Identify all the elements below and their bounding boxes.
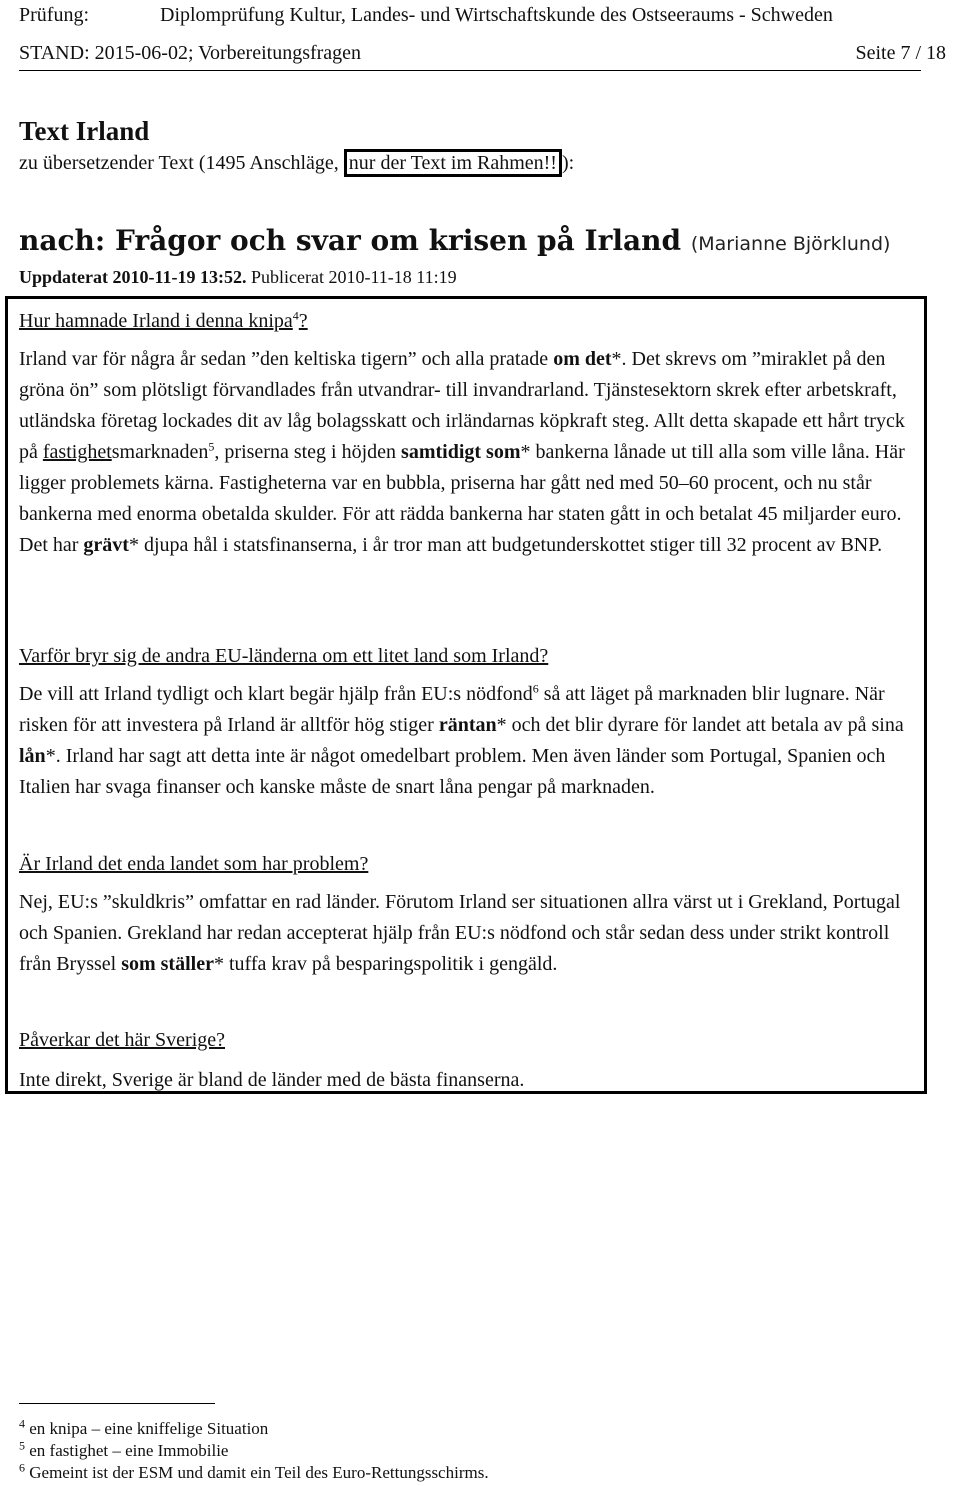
status-text: STAND: 2015-06-02; Vorbereitungsfragen [19, 42, 362, 64]
answer-1 [19, 344, 919, 561]
question-2 [19, 641, 919, 672]
answer-1-bold-2: samtidigt som [401, 441, 521, 463]
exam-label: Prüfung: [19, 4, 89, 26]
source-author: (Marianne Björklund) [690, 233, 891, 255]
header-divider [19, 70, 921, 71]
footnote-ref-6: 6 [532, 681, 539, 696]
answer-3 [19, 887, 919, 980]
answer-1-text-3: smarknaden [111, 441, 209, 463]
exam-title: Diplomprüfung Kultur, Landes- und Wirtschaftskunde des Ostseeraums - Schweden [160, 4, 833, 26]
question-2-text: Varför bryr sig de andra EU-länderna om ett litet land som Irland? [19, 645, 549, 667]
answer-1-bold-3: grävt [83, 534, 129, 556]
section-subtitle [19, 150, 574, 176]
answer-1-text: Irland var för några år sedan ”den keltiska tigern” och alla pratade [19, 348, 554, 370]
footnote-4 [19, 1418, 268, 1440]
footnote-4-text: en knipa – eine kniffelige Situation [25, 1419, 269, 1438]
subtitle-text: zu übersetzender Text (1495 Anschläge, [19, 152, 344, 174]
answer-4 [19, 1065, 919, 1096]
answer-3-text-2: * tuffa krav på besparingspolitik i gengäld. [213, 953, 558, 975]
subtitle-boxed-note: nur der Text im Rahmen!! [344, 149, 562, 177]
answer-2-text-3: * och det blir dyrare för landet att betala av på sina [496, 714, 904, 736]
answer-2-text-4: *. Irland har sagt att detta inte är något omedelbart problem. Men även länder som Portugal, Spanien och Italien har svaga finanser och kanske måste de snart låna pengar på marknaden. [19, 745, 886, 798]
footnote-6-number: 6 [19, 1460, 25, 1475]
section-title: Text Irland [19, 116, 150, 146]
footnote-ref-5: 5 [208, 439, 215, 454]
question-3-text: Är Irland det enda landet som har problem? [19, 853, 369, 875]
footnote-5 [19, 1440, 228, 1462]
footnote-5-text: en fastighet – eine Immobilie [25, 1441, 229, 1460]
question-3 [19, 849, 919, 880]
answer-1-underline: fastighet [42, 441, 112, 463]
page-header-exam [19, 2, 946, 28]
answer-1-text-4: , priserna steg i höjden [214, 441, 402, 463]
answer-2-bold-2: lån [19, 745, 46, 767]
answer-3-text: Nej, EU:s ”skuldkris” omfattar en rad länder. Förutom Irland ser situationen allra värst ut i Grekland, Portugal och Spanien. Grekland har redan accepterat hjälp från EU:s nödfond och står sedan dess under strikt kontroll från Bryssel [19, 891, 901, 975]
subtitle-end: ): [561, 152, 575, 174]
footnote-4-number: 4 [19, 1416, 25, 1431]
footnote-5-number: 5 [19, 1438, 25, 1453]
question-4 [19, 1025, 919, 1056]
question-4-text: Påverkar det här Sverige? [19, 1029, 226, 1051]
answer-1-text-6: * djupa hål i statsfinanserna, i år tror man att budgetunderskottet stiger till 32 procent av BNP. [128, 534, 883, 556]
answer-2-text-2: så att läget på marknaden blir lugnare. När risken för att investera på Irland är alltför hög stiger [19, 683, 885, 736]
answer-1-bold-1: om det [553, 348, 612, 370]
page-header-status [19, 40, 946, 66]
answer-2 [19, 679, 919, 803]
footnote-ref-4: 4 [292, 308, 299, 323]
page-number: Seite 7 / 18 [855, 42, 946, 64]
answer-1-text-2: *. Det skrevs om ”miraklet på den gröna ön” som plötsligt förvandlades från utvandrar- till invandrarland. Tjänstesektorn skrek efter arbetskraft, utländska företag lockades dit av låg bolagsskatt och irländarnas köpkraft steg. Allt detta skapade ett hårt tryck på [19, 348, 905, 463]
source-title-text: nach: Frågor och svar om krisen på Irland [19, 224, 682, 257]
footnote-divider [19, 1403, 215, 1404]
answer-4-text: Inte direkt, Sverige är bland de länder med de bästa finanserna. [19, 1069, 525, 1091]
updated-date: Uppdaterat 2010-11-19 13:52. [19, 267, 247, 287]
question-1 [19, 306, 919, 337]
answer-2-bold-1: räntan [438, 714, 497, 736]
answer-1-text-5: * bankerna lånade ut till alla som ville låna. Här ligger problemets kärna. Fastigheterna var en bubbla, priserna har gått ned med 50–60 procent, och nu står bankerna med enorma obetalda skulder. För att rädda bankerna har staten gått in och betalat 45 miljarder euro. Det har [19, 441, 905, 556]
question-1-end: ? [298, 310, 308, 332]
source-meta [19, 265, 457, 289]
source-title [19, 223, 890, 262]
footnote-6 [19, 1462, 489, 1484]
footnote-6-text: Gemeint ist der ESM und damit ein Teil des Euro-Rettungsschirms. [25, 1463, 489, 1482]
question-1-text: Hur hamnade Irland i denna knipa [19, 310, 293, 332]
answer-2-text: De vill att Irland tydligt och klart begär hjälp från EU:s nödfond [19, 683, 533, 705]
published-date: Publicerat 2010-11-18 11:19 [251, 267, 457, 287]
answer-3-bold-1: som ställer [121, 953, 214, 975]
